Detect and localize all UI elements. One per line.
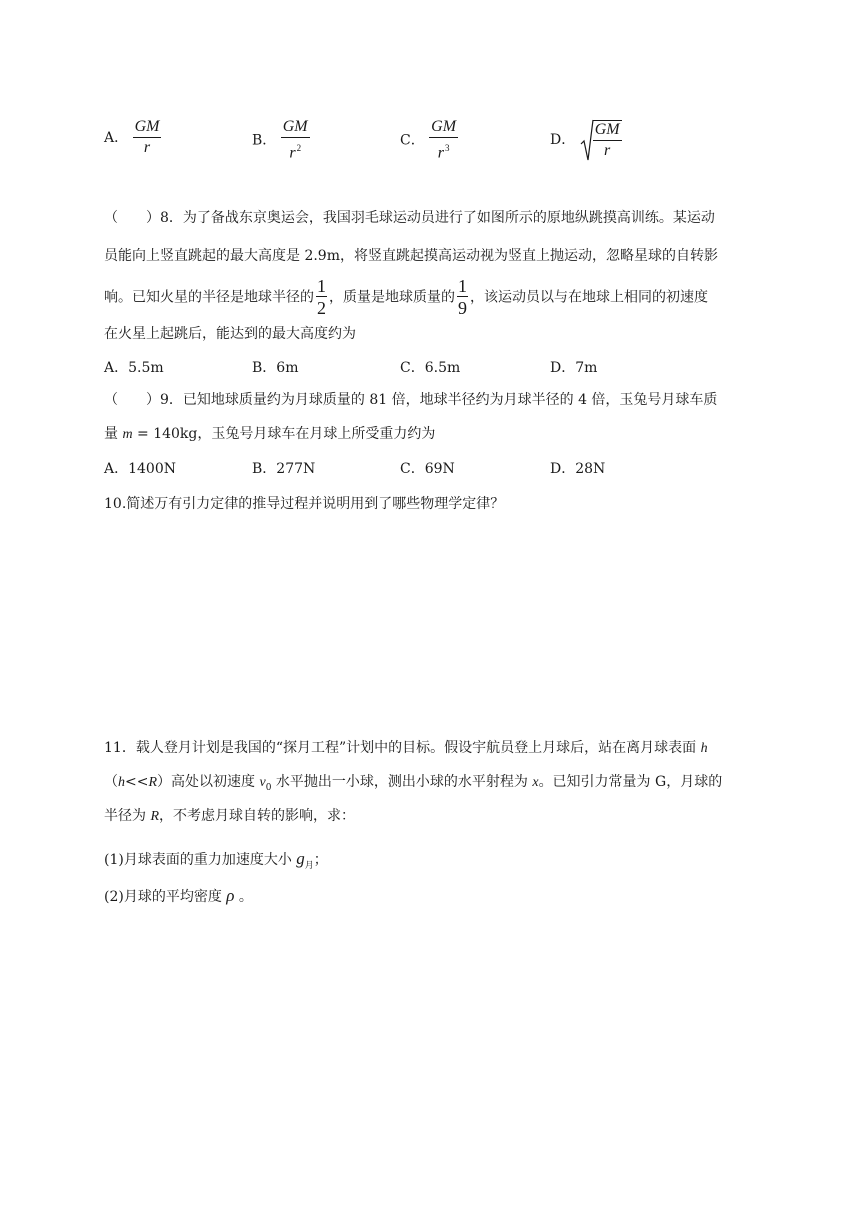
q11-line-2: （h<<R）高处以初速度 $v_0$ 水平抛出一小球，测出小球的水平射程为 x。已知引力常量为 G，月球的 (104, 774, 723, 793)
q9-option-d: D．28N (550, 461, 606, 477)
q7-option-b: B． $\frac{GM}{r^2}$ (252, 118, 308, 162)
radical-icon (580, 118, 594, 162)
q7-option-b-fraction: $\frac{GM}{r^2}$ (282, 118, 308, 162)
q8-option-c: C．6.5m (400, 360, 461, 376)
q11-part-2: (2)月球的平均密度 ρ 。 (104, 886, 253, 905)
q8-line-4: 在火星上起跳后，能达到的最大高度约为 (104, 326, 356, 342)
sqrt-symbol (580, 118, 622, 162)
q7-option-c: C． $\frac{GM}{r^3}$ (400, 118, 457, 162)
q9-option-a: A．1400N (104, 461, 176, 477)
q11-line-3: 半径为 R，不考虑月球自转的影响，求： (104, 808, 356, 824)
q7-option-d-fraction: $\frac{GM}{r}$ (594, 120, 620, 159)
q8-line-1: （ ）8．为了备战东京奥运会，我国羽毛球运动员进行了如图所示的原地纵跳摸高训练。某运动 (104, 210, 715, 226)
q9-line-1: （ ）9．已知地球质量约为月球质量的 81 倍，地球半径约为月球半径的 4 倍，玉兔号月球车质 (104, 392, 718, 408)
q9-line-2: 量 m = 140kg，玉兔号月球车在月球上所受重力约为 (104, 426, 436, 442)
q10-text: 10.简述万有引力定律的推导过程并说明用到了哪些物理学定律？ (104, 496, 505, 512)
q7-option-d: D． $\frac{GM}{r}$ (550, 118, 622, 162)
q8-option-a: A．5.5m (104, 360, 164, 376)
q8-option-b: B．6m (252, 360, 299, 376)
q7-option-a: A． $\frac{GM}{r}$ (104, 118, 160, 156)
q11-part-1: (1)月球表面的重力加速度大小 $g_月$； (104, 849, 328, 871)
q8-line-3: 响。已知火星的半径是地球半径的 $\frac{1}{2}$ ，质量是地球质量的 $\frac{1}{9}$ ，该运动员以与在地球上相同的初速度 (104, 276, 708, 318)
q7-option-a-fraction: $\frac{GM}{r}$ (134, 118, 160, 156)
fraction-one-half: $\frac{1}{2}$ (317, 276, 326, 318)
fraction-one-ninth: $\frac{1}{9}$ (458, 276, 467, 318)
q7-option-c-fraction: $\frac{GM}{r^3}$ (431, 118, 457, 162)
q8-line-2: 员能向上竖直跳起的最大高度是 2.9m，将竖直跳起摸高运动视为竖直上抛运动，忽略星球的自转影 (104, 248, 718, 264)
q11-line-1: 11．载人登月计划是我国的“探月工程”计划中的目标。假设宇航员登上月球后，站在离月球表面 h (104, 740, 708, 756)
q9-option-b: B．277N (252, 461, 316, 477)
q8-option-d: D．7m (550, 360, 598, 376)
q9-option-c: C．69N (400, 461, 455, 477)
